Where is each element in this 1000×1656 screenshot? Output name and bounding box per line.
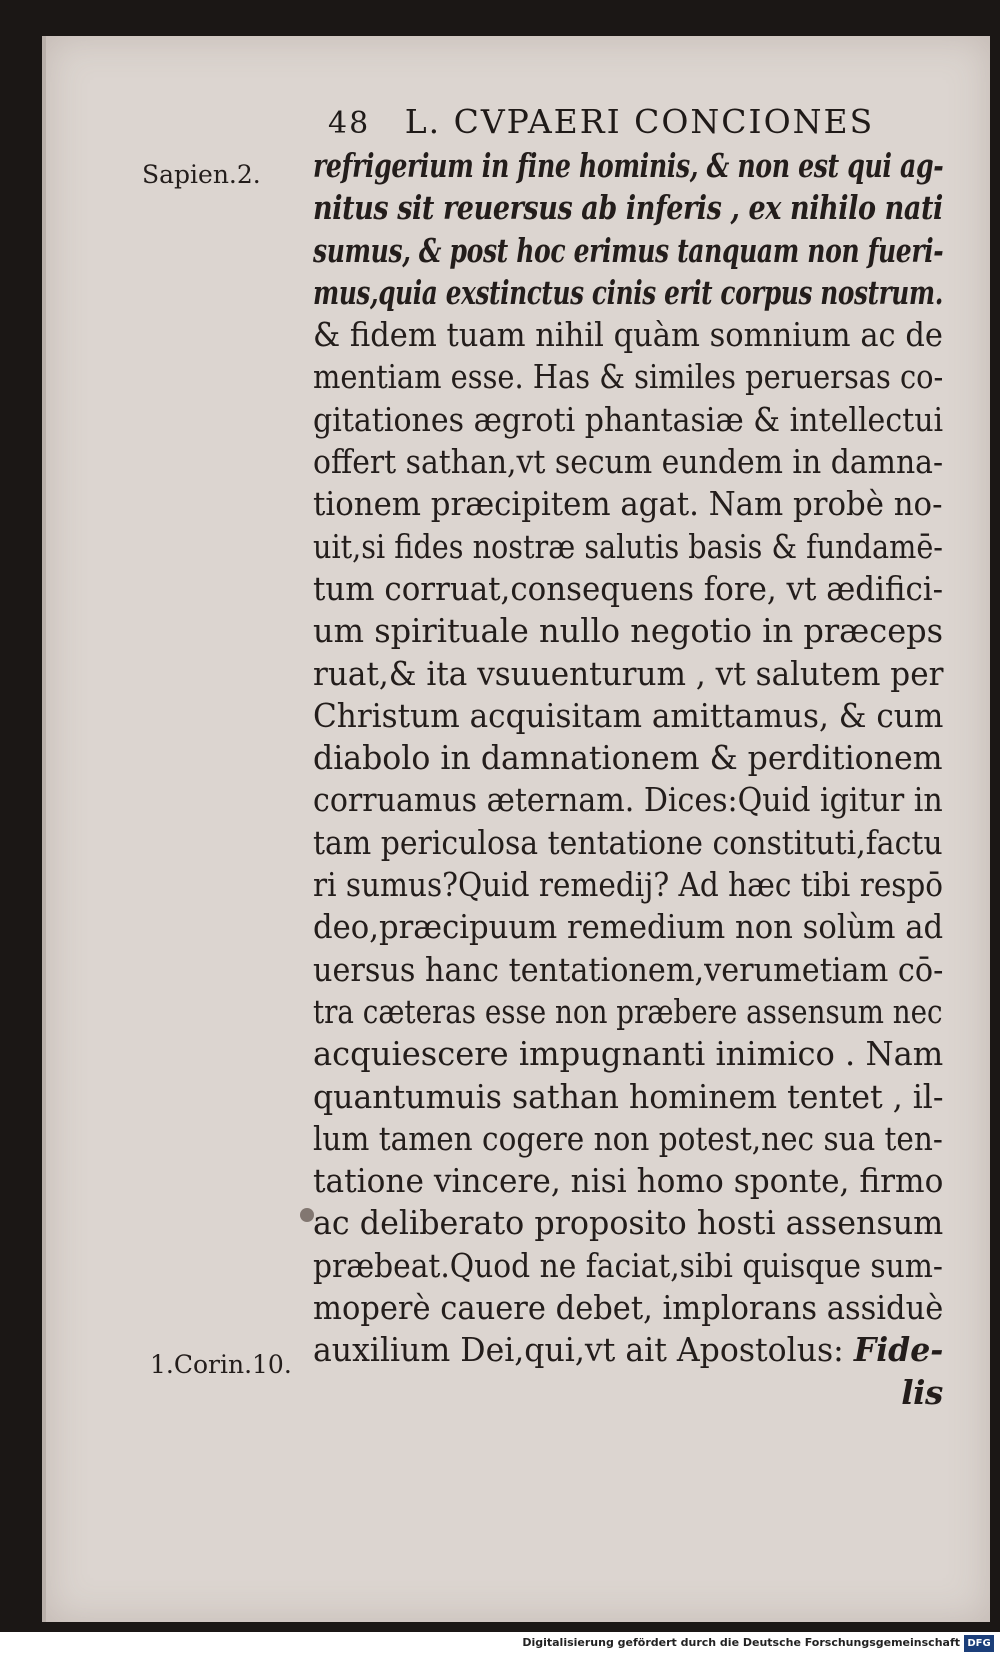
text-line [313,1245,943,1287]
text-line-content: Christum acquisitam amittamus, & cum [313,695,944,735]
margin-note-sapien: Sapien.2. [142,160,261,189]
running-head [328,102,928,141]
text-line [313,483,943,525]
text-line [313,1329,944,1371]
text-line-content: acquiescere impugnanti inimico . Nam [313,1034,944,1074]
text-line-content: diabolo in damnationem & perditionem [313,738,943,778]
dfg-logo-icon: DFG [964,1635,994,1652]
text-line-content: tra cæteras esse non præbere assensum nec [313,991,943,1031]
text-line [313,1076,944,1118]
text-line-content: nitus sit reuersus ab inferis , ex nihilo nati [313,188,943,228]
text-line [313,1287,944,1329]
text-line-content: offert sathan,vt secum eundem in damna- [313,442,944,482]
text-line-content: deo,præcipuum remedium non solùm ad [313,907,944,947]
text-line-content: quantumuis sathan hominem tentet , il- [313,1076,944,1116]
text-line [313,272,943,314]
margin-note-corinthians: 1.Corin.10. [150,1350,292,1379]
text-line [313,864,944,906]
text-line-content: corruamus æternam. Dices:Quid igitur in [313,780,943,820]
text-line [313,653,944,695]
text-line [313,526,943,568]
text-line [313,991,943,1033]
text-line [313,399,944,441]
text-line-content: ac deliberato proposito hosti assensum [313,1203,944,1243]
main-text [313,145,953,1414]
text-line [313,187,943,229]
text-line [313,695,944,737]
text-line-content: lis [901,1372,943,1412]
text-line-content: lum tamen cogere non potest,nec sua ten- [313,1118,943,1158]
footer-credit: Digitalisierung gefördert durch die Deutsche Forschungsgemeinschaft [522,1636,960,1649]
text-line-content: mus,quia exstinctus cinis erit corpus nostrum. [313,272,943,312]
footer-bar [0,1632,1000,1656]
text-line [313,822,943,864]
text-line [313,906,944,948]
text-line [313,1033,944,1075]
text-line-content: & fidem tuam nihil quàm somnium ac de [313,315,943,355]
text-line [313,1372,943,1414]
text-line-content: gitationes ægroti phantasiæ & intellectui [313,399,944,439]
text-line [313,1202,944,1244]
text-line [313,314,943,356]
text-line-content: uersus hanc tentationem,verumetiam cō- [313,949,944,989]
text-line-content: uit,si fides nostræ salutis basis & fundamē- [313,526,943,566]
text-line [313,568,944,610]
text-line-content: præbeat.Quod ne faciat,sibi quisque sum- [313,1245,943,1285]
running-head-title: L. CVPAERI CONCIONES [404,102,875,141]
text-line-content: sumus, & post hoc erimus tanquam non fueri- [313,230,944,270]
text-line [313,779,943,821]
text-line-content: refrigerium in fine hominis, & non est qui ag- [313,146,944,185]
text-line [313,949,944,991]
text-line [313,441,944,483]
text-line-content: moperè cauere debet, implorans assiduè [313,1288,944,1328]
text-line-content: tam periculosa tentatione constituti,factu [313,822,943,862]
text-line [313,610,944,652]
text-line-content: mentiam esse. Has & similes peruersas co- [313,357,944,397]
text-line-content: tatione vincere, nisi homo sponte, firmo [313,1161,944,1201]
ink-stain [300,1208,314,1222]
text-line [313,356,944,398]
page-number: 48 [328,106,371,141]
text-line [313,230,944,272]
text-line-content: auxilium Dei,qui,vt ait Apostolus: [313,1330,844,1370]
text-line-content: tum corruat,consequens fore, vt ædifici- [313,568,944,608]
text-line [313,1118,943,1160]
text-line-content: um spirituale nullo negotio in præceps [313,611,944,651]
text-line-content: ruat,& ita vsuuenturum , vt salutem per [313,653,944,693]
text-line-content: tionem præcipitem agat. Nam probè no- [313,484,943,524]
text-line [313,1160,944,1202]
text-line-content: ri sumus?Quid remedij? Ad hæc tibi respō [313,865,944,905]
text-line [313,737,943,779]
text-line [313,145,944,187]
text-line-italic-tail: Fide- [853,1330,944,1370]
